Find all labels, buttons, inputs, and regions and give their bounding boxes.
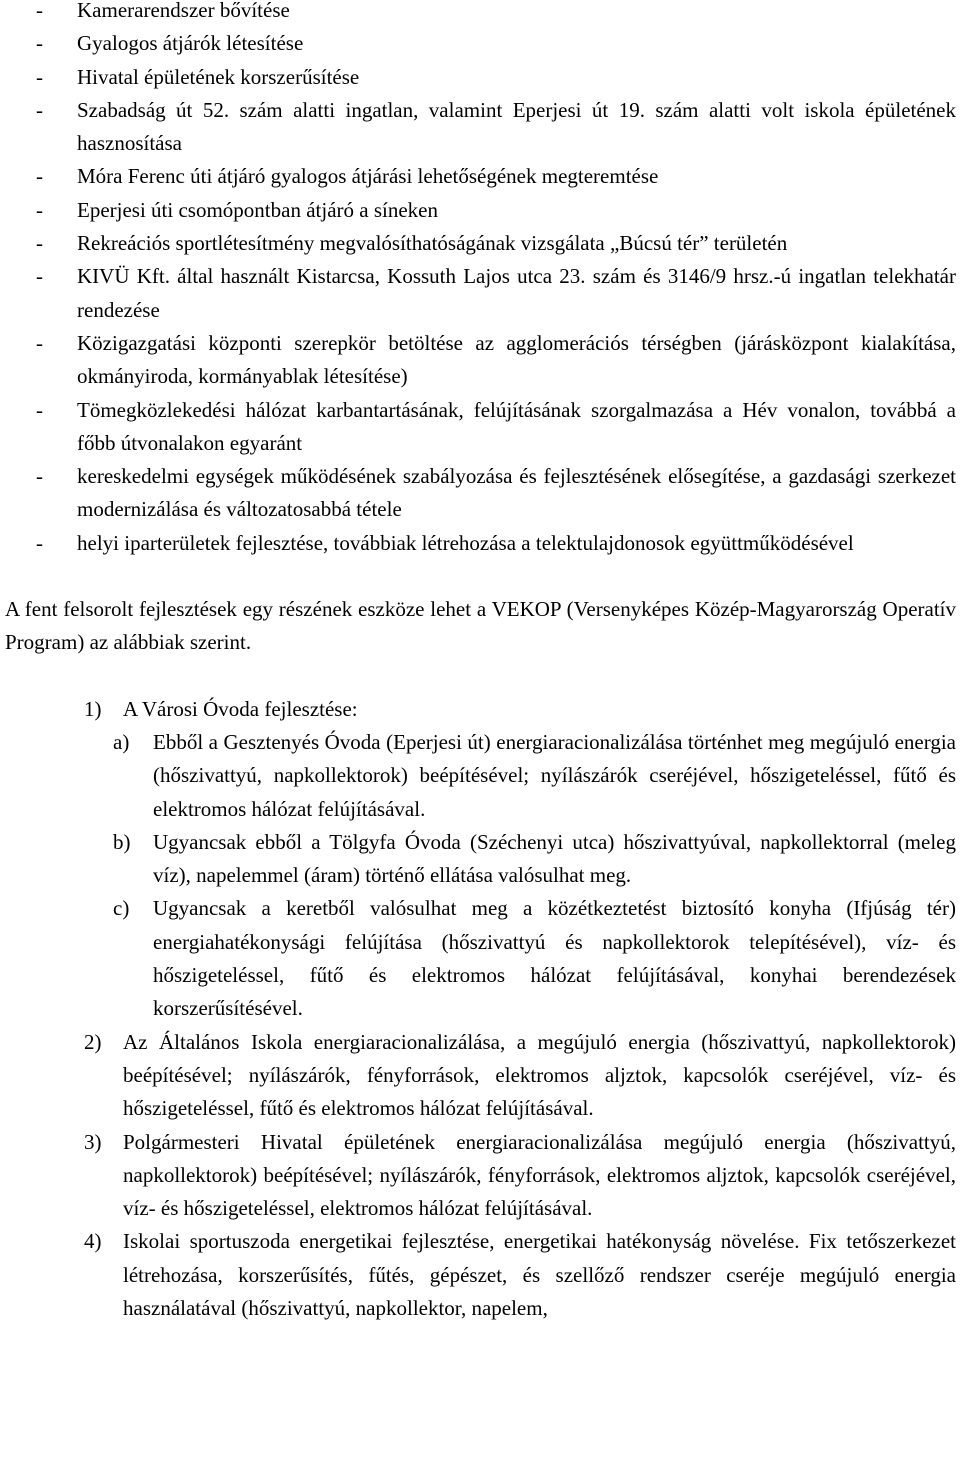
item-number: 1) [84,696,102,721]
sub-item-text: Ugyancsak a keretből valósulhat meg a közétkeztetést biztosító konyha (Ifjúság tér) energiahatékonysági felújítása (hőszivattyú és napkollektorok telepítésével), víz- és hőszigeteléssel, fűtő és elektromos hálózat felújításával, konyhai berendezések korszerűsítésével. [153,896,956,1021]
item-number: 4) [84,1229,102,1254]
bullet-item: - Szabadság út 52. szám alatti ingatlan, valamint Eperjesi út 19. szám alatti volt iskola épületének hasznosítása [0,94,956,161]
bullet-item: - Tömegközlekedési hálózat karbantartásának, felújításának szorgalmazása a Hév vonalon, továbbá a főbb útvonalakon egyaránt [0,394,956,461]
bullet-item: - Móra Ferenc úti átjáró gyalogos átjárási lehetőségének megteremtése [0,160,956,193]
bullet-item: - Kamerarendszer bővítése [0,0,956,27]
sub-item-text: Ebből a Gesztenyés Óvoda (Eperjesi út) energiaracionalizálása történhet meg megújuló energia (hőszivattyú, napkollektorok) beépítésével; nyílászárók cseréjével, hőszigeteléssel, fűtő és elektromos hálózat felújításával. [153,729,956,821]
intro-paragraph: A fent felsorolt fejlesztések egy részének eszköze lehet a VEKOP (Versenyképes Közép-Magyarország Operatív Program) az alábbiak szerint. [5,597,956,655]
item-text: A Városi Óvoda fejlesztése: [123,696,358,721]
item-text: Az Általános Iskola energiaracionalizálása, a megújuló energia (hőszivattyú, napkollektorok) beépítésével; nyílászárók, fényforrások, elektromos aljztok, kapcsolók cseréjével, víz- és hőszigeteléssel, fűtő és elektromos hálózat felújításával. [123,1029,956,1121]
sub-item-letter: a) [113,729,130,754]
item-text: Polgármesteri Hivatal épületének energiaracionalizálása megújuló energia (hőszivattyú, napkollektorok) beépítésével; nyílászárók, fényforrások, elektromos aljztok, kapcsolók cseréjével, víz- és hőszigeteléssel, elektromos hálózat felújításával. [123,1129,956,1221]
sub-item-letter: b) [113,829,131,854]
vekop-numbered-list [0,693,956,1326]
bullet-item: - Gyalogos átjárók létesítése [0,27,956,60]
bullet-item: - helyi iparterületek fejlesztése, továbbiak létrehozása a telektulajdonosok együttműködésével [0,527,956,560]
item-number: 2) [84,1029,102,1054]
item-text: Iskolai sportuszoda energetikai fejlesztése, energetikai hatékonyság növelése. Fix tetőszerkezet létrehozása, korszerűsítés, fűtés, gépészet, és szellőző rendszer cseréje megújuló energia használatával (hőszivattyú, napkollektor, napelem, [123,1229,956,1320]
numbered-item [0,1126,956,1226]
bullet-item: - Rekreációs sportlétesítmény megvalósíthatóságának vizsgálata „Búcsú tér” területén [0,227,956,260]
sub-item [113,892,956,1025]
bullet-item: - Közigazgatási központi szerepkör betöltése az agglomerációs térségben (járásközpont kialakítása, okmányiroda, kormányablak létesítése) [0,327,956,394]
development-bullet-list [0,0,956,560]
item-number: 3) [84,1129,102,1154]
sub-item [113,826,956,893]
numbered-item [0,1026,956,1126]
numbered-item [0,1225,956,1325]
numbered-item [0,693,956,1026]
bullet-item: - kereskedelmi egységek működésének szabályozása és fejlesztésének elősegítése, a gazdasági szerkezet modernizálása és változatosabbá tétele [0,460,956,527]
bullet-item: - Hivatal épületének korszerűsítése [0,61,956,94]
sub-item-letter: c) [113,896,130,921]
bullet-item: - Eperjesi úti csomópontban átjáró a síneken [0,194,956,227]
bullet-item: - KIVÜ Kft. által használt Kistarcsa, Kossuth Lajos utca 23. szám és 3146/9 hrsz.-ú ingatlan telekhatár rendezése [0,260,956,327]
sub-list [113,726,956,1026]
sub-item-text: Ugyancsak ebből a Tölgyfa Óvoda (Széchenyi utca) hőszivattyúval, napkollektorral (meleg víz), napelemmel (áram) történő ellátása valósulhat meg. [153,829,956,888]
sub-item [113,726,956,826]
